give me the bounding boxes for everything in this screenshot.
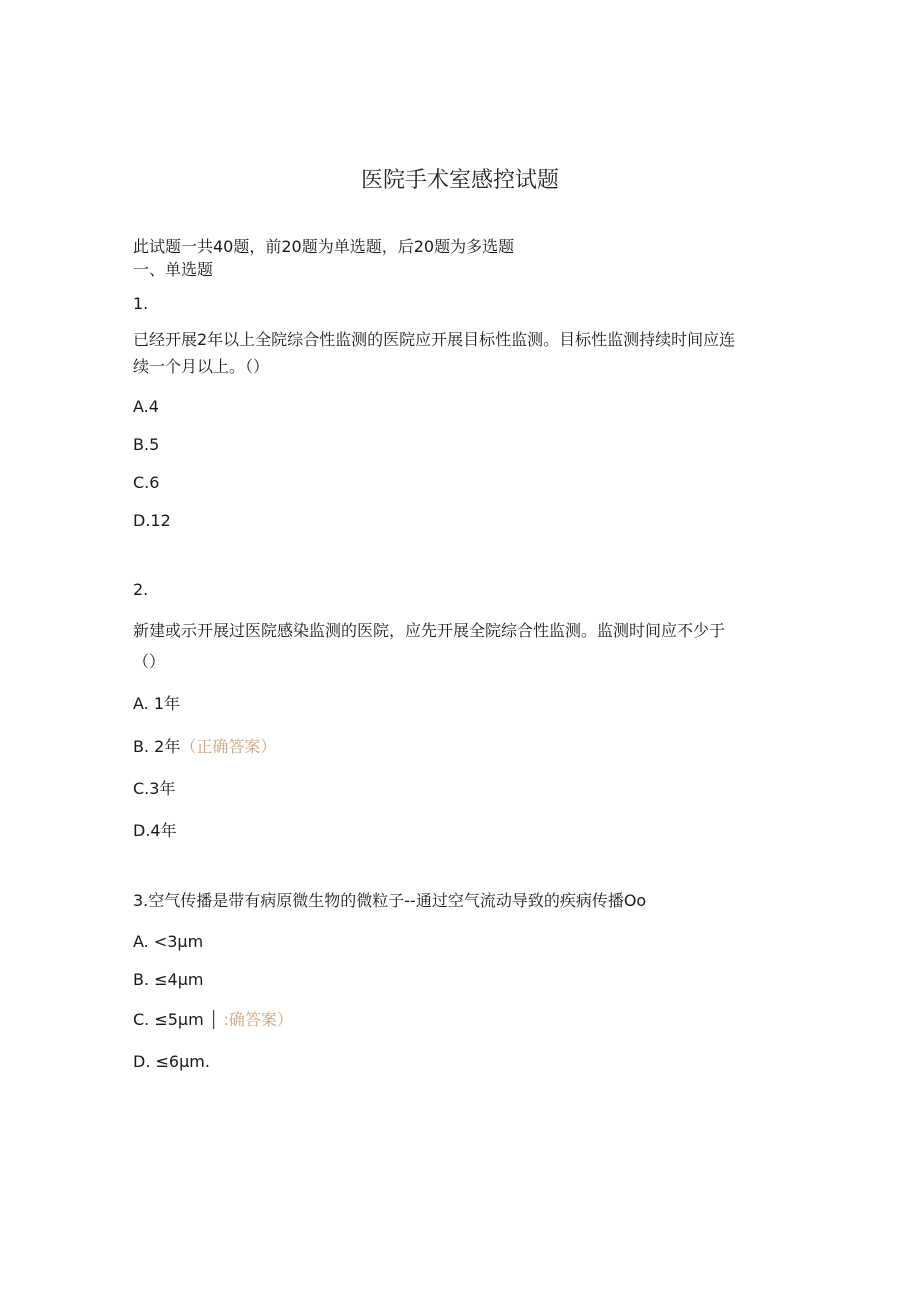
q3-option-c: [133, 1010, 293, 1030]
cursor-bar: │: [208, 1010, 219, 1029]
q1-option-d: D.12: [133, 511, 171, 530]
q1-text-line1: 已经开展2年以上全院综合性监测的医院应开展目标性监测。目标性监测持续时间应连: [133, 330, 736, 349]
q2-option-b: [133, 737, 276, 757]
q1-option-c: C.6: [133, 473, 160, 492]
q2-text-line1: 新建或示开展过医院感染监测的医院，应先开展全院综合性监测。监测时间应不少于: [133, 621, 726, 640]
q1-option-b: B.5: [133, 435, 160, 454]
q3-option-b: B. ≤4μm: [133, 970, 204, 989]
q2-option-b-label: B. 2年: [133, 737, 181, 756]
section-heading: 一、单选题: [133, 260, 214, 279]
q2-number: 2.: [133, 580, 149, 599]
q2-text-line2: （）: [133, 652, 166, 671]
q3-option-c-label: C. ≤5μm: [133, 1010, 204, 1029]
q3-option-a: A. <3μm: [133, 932, 204, 951]
correct-answer-mark: :确答案）: [223, 1010, 293, 1029]
q1-number: 1.: [133, 294, 149, 313]
q1-option-a: A.4: [133, 397, 159, 416]
q3-option-d: D. ≤6μm.: [133, 1052, 210, 1071]
page-title: 医院手术室感控试题: [360, 168, 559, 193]
q1-text-line2: 续一个月以上。（）: [133, 357, 270, 376]
q2-option-d: D.4年: [133, 821, 177, 840]
q3-text: 3.空气传播是带有病原微生物的微粒子--通过空气流动导致的疾病传播Oo: [133, 891, 647, 910]
q2-option-a: A. 1年: [133, 694, 181, 713]
q2-option-c: C.3年: [133, 779, 176, 798]
correct-answer-mark: （正确答案）: [180, 737, 277, 756]
intro-text: 此试题一共40题，前20题为单选题，后20题为多选题: [133, 237, 515, 256]
